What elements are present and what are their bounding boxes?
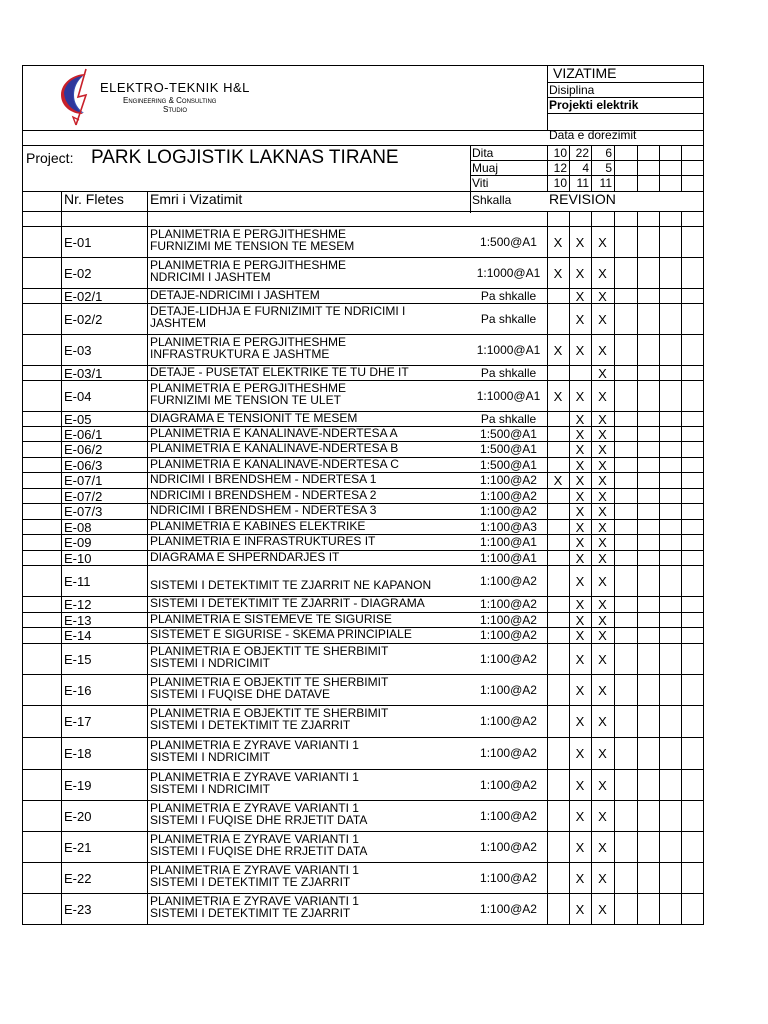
revision-mark: X — [598, 839, 607, 855]
revision-mark: X — [598, 342, 607, 358]
drawing-name: FURNIZIMI ME TENSION TE MESEM — [150, 239, 355, 253]
scale-value: Pa shkalle — [480, 311, 537, 326]
sheet-number: E-01 — [64, 234, 92, 250]
grid-line — [22, 737, 704, 738]
drawing-name: DETAJE-LIDHJA E FURNIZIMIT TE NDRICIMI I — [150, 304, 406, 318]
revision-mark: X — [575, 651, 585, 667]
sheet-number: E-13 — [64, 612, 92, 628]
revision-mark: X — [553, 342, 563, 358]
project-label: Project: — [26, 150, 74, 166]
drawing-name: DETAJE-NDRICIMI I JASHTEM — [150, 288, 320, 302]
revision-mark: X — [575, 504, 585, 519]
grid-line — [547, 113, 704, 114]
drawing-name: SISTEMI I NDRICIMIT — [150, 750, 270, 764]
grid-line — [614, 145, 615, 192]
sheet-number: E-03 — [64, 342, 92, 358]
scale-value: 1:100@A2 — [480, 504, 537, 518]
revision-mark: X — [598, 550, 607, 566]
date-row-label: Muaj — [472, 161, 499, 175]
company-tagline: Engineering & Consulting — [123, 96, 217, 105]
sheet-number: E-17 — [64, 714, 92, 729]
scale-value: 1:100@A1 — [480, 550, 537, 565]
grid-line — [22, 211, 704, 212]
grid-line — [547, 65, 548, 131]
revision-mark: X — [598, 426, 607, 442]
revision-mark: X — [598, 473, 607, 488]
scale-value: 1:100@A2 — [480, 746, 537, 760]
sheet-number: E-02/2 — [64, 311, 103, 327]
sheet-number: E-04 — [64, 388, 92, 404]
grid-line — [659, 211, 660, 925]
revision-mark: X — [598, 519, 607, 535]
drawing-name: SISTEMI I DETEKTIMIT TE ZJARRIT - DIAGRAMA — [150, 596, 425, 610]
revision-mark: X — [553, 388, 563, 404]
scale-value: 1:500@A1 — [480, 234, 537, 249]
drawing-name: PLANIMETRIA E KANALINAVE-NDERTESA B — [150, 441, 399, 455]
revision-mark: X — [575, 519, 585, 535]
disiplina-value: Projekti elektrik — [549, 98, 639, 112]
grid-line — [22, 924, 704, 925]
revision-mark: X — [598, 808, 607, 824]
drawing-name: PLANIMETRIA E PERGJITHESHME — [150, 258, 347, 272]
sheet-number: E-21 — [64, 839, 92, 855]
drawing-name: PLANIMETRIA E PERGJITHESHME — [150, 381, 347, 395]
drawing-name: FURNIZIMI ME TENSION TE ULET — [150, 393, 341, 407]
scale-value: 1:100@A2 — [480, 901, 537, 916]
sheet-number: E-02/1 — [64, 288, 103, 304]
scale-value: 1:100@A2 — [480, 651, 537, 666]
drawing-name: SISTEMI I FUQISE DHE RRJETIT DATA — [150, 813, 368, 827]
revision-mark: X — [553, 473, 563, 488]
scale-value: 1:100@A2 — [480, 628, 537, 642]
scale-value: 1:1000@A1 — [476, 265, 541, 280]
scale-value: 1:100@A1 — [480, 535, 537, 549]
revision-mark: X — [598, 714, 607, 729]
revision-mark: X — [575, 870, 585, 886]
drawing-name: PLANIMETRIA E ZYRAVE VARIANTI 1 — [150, 801, 359, 815]
revision-mark: X — [575, 573, 585, 589]
sheet-number: E-02 — [64, 265, 92, 281]
grid-line — [637, 145, 638, 192]
scale-value: Pa shkalle — [480, 365, 537, 380]
company-studio: Studio — [163, 105, 188, 114]
scale-value: 1:100@A2 — [480, 597, 537, 611]
scale-value: Pa shkalle — [480, 288, 537, 303]
revision-mark: X — [575, 288, 585, 304]
revision-mark: X — [575, 488, 585, 504]
revision-mark: X — [575, 746, 585, 761]
revision-mark: X — [575, 682, 585, 698]
scale-value: Pa shkalle — [480, 411, 537, 426]
date-value: 5 — [605, 161, 612, 175]
revision-mark: X — [575, 234, 585, 250]
sheet-number: E-22 — [64, 870, 92, 886]
drawing-name: SISTEMI I DETEKTIMIT TE ZJARRIT — [150, 906, 351, 920]
drawing-name: PLANIMETRIA E ZYRAVE VARIANTI 1 — [150, 894, 359, 908]
scale-value: 1:100@A2 — [480, 488, 537, 503]
grid-line — [22, 226, 704, 227]
sheet-number: E-07/3 — [64, 504, 103, 519]
drawing-name: DIAGRAMA E SHPERNDARJES IT — [150, 550, 340, 564]
sheet-number: E-23 — [64, 901, 92, 917]
drawing-name: SISTEMI I DETEKTIMIT TE ZJARRIT — [150, 718, 351, 732]
scale-value: 1:100@A2 — [480, 682, 537, 697]
date-value: 22 — [575, 146, 589, 160]
drawing-name: DIAGRAMA E TENSIONIT TE MESEM — [150, 411, 358, 425]
revision-mark: X — [575, 777, 585, 793]
revision-mark: X — [598, 535, 607, 550]
date-value: 4 — [582, 161, 589, 175]
header-revision: REVISION — [549, 191, 616, 207]
revision-mark: X — [598, 388, 607, 404]
grid-line — [22, 831, 704, 832]
drawing-name: SISTEMI I DETEKTIMIT TE ZJARRIT — [150, 875, 351, 889]
scale-value: 1:100@A2 — [480, 612, 537, 627]
grid-line — [681, 211, 682, 925]
scale-value: 1:100@A2 — [480, 808, 537, 823]
revision-mark: X — [598, 746, 607, 761]
drawing-name: JASHTEM — [150, 316, 207, 330]
revision-mark: X — [575, 411, 585, 427]
drawing-name: SISTEMET E SIGURISE - SKEMA PRINCIPIALE — [150, 627, 412, 641]
revision-mark: X — [575, 550, 585, 566]
scale-value: 1:100@A2 — [480, 573, 537, 588]
disiplina-label: Disiplina — [549, 83, 595, 97]
sheet-number: E-16 — [64, 682, 92, 698]
drawing-name: PLANIMETRIA E ZYRAVE VARIANTI 1 — [150, 738, 359, 752]
grid-line — [22, 769, 704, 770]
date-value: 6 — [605, 146, 612, 160]
drawing-name: NDRICIMI I BRENDSHEM - NDERTESA 3 — [150, 503, 377, 517]
sheet-number: E-06/3 — [64, 457, 103, 473]
drawing-name: PLANIMETRIA E PERGJITHESHME — [150, 227, 347, 241]
revision-mark: X — [575, 442, 585, 457]
drawing-name: PLANIMETRIA E KANALINAVE-NDERTESA C — [150, 457, 399, 471]
revision-mark: X — [575, 311, 585, 327]
date-value: 12 — [553, 161, 567, 175]
drawing-name: PLANIMETRIA E OBJEKTIT TE SHERBIMIT — [150, 644, 389, 658]
date-value: 11 — [599, 176, 612, 190]
revision-mark: X — [575, 473, 585, 488]
drawing-name: PLANIMETRIA E ZYRAVE VARIANTI 1 — [150, 832, 359, 846]
scale-value: 1:1000@A1 — [476, 388, 541, 403]
sheet-number: E-08 — [64, 519, 92, 535]
grid-line — [22, 862, 704, 863]
revision-mark: X — [598, 573, 607, 589]
revision-mark: X — [598, 457, 607, 473]
revision-mark: X — [598, 628, 607, 643]
revision-mark: X — [598, 311, 607, 327]
drawing-name: NDRICIMI I JASHTEM — [150, 270, 271, 284]
grid-line — [22, 893, 704, 894]
grid-line — [659, 145, 660, 192]
scale-value: 1:1000@A1 — [476, 342, 541, 357]
revision-mark: X — [575, 535, 585, 550]
grid-line — [681, 145, 682, 192]
grid-line — [147, 191, 148, 925]
sheet-number: E-11 — [64, 573, 91, 589]
sheet-number: E-18 — [64, 746, 92, 761]
drawing-name: PLANIMETRIA E OBJEKTIT TE SHERBIMIT — [150, 706, 389, 720]
revision-mark: X — [575, 808, 585, 824]
revision-mark: X — [598, 901, 607, 917]
grid-line — [22, 65, 23, 925]
revision-mark: X — [575, 839, 585, 855]
revision-mark: X — [575, 426, 585, 442]
drawing-name: SISTEMI I NDRICIMIT — [150, 656, 270, 670]
grid-line — [22, 257, 704, 258]
sheet-number: E-07/2 — [64, 488, 103, 504]
sheet-number: E-12 — [64, 597, 92, 612]
scale-value: 1:100@A2 — [480, 473, 537, 487]
drawing-name: DETAJE - PUSETAT ELEKTRIKE TE TU DHE IT — [150, 365, 409, 379]
grid-line — [614, 211, 615, 925]
grid-line — [61, 191, 62, 925]
drawing-name: PLANIMETRIA E ZYRAVE VARIANTI 1 — [150, 770, 359, 784]
revision-mark: X — [598, 365, 607, 381]
date-row-label: Viti — [472, 176, 489, 190]
grid-line — [22, 145, 704, 146]
revision-mark: X — [598, 870, 607, 886]
scale-value: 1:100@A2 — [480, 777, 537, 792]
revision-mark: X — [598, 411, 607, 427]
drawing-name: NDRICIMI I BRENDSHEM - NDERTESA 2 — [150, 488, 377, 502]
revision-mark: X — [598, 288, 607, 304]
sheet-number: E-10 — [64, 550, 92, 566]
sheet-number: E-09 — [64, 535, 92, 550]
vizatime-title: VIZATIME — [553, 65, 617, 81]
grid-line — [22, 334, 704, 335]
header-nr: Nr. Fletes — [64, 191, 124, 207]
revision-mark: X — [553, 265, 563, 281]
scale-value: 1:100@A3 — [480, 519, 537, 534]
grid-line — [470, 145, 471, 213]
date-label: Data e dorezimit — [549, 128, 637, 142]
sheet-number: E-19 — [64, 777, 92, 793]
lightning-globe-icon — [61, 69, 86, 125]
revision-mark: X — [575, 457, 585, 473]
revision-mark: X — [598, 504, 607, 519]
revision-mark: X — [575, 597, 585, 612]
header-shkalla: Shkalla — [472, 193, 512, 207]
revision-mark: X — [575, 342, 585, 358]
header-emri: Emri i Vizatimit — [150, 191, 243, 207]
revision-mark: X — [575, 714, 585, 729]
date-value: 11 — [576, 176, 589, 190]
sheet-number: E-14 — [64, 628, 92, 643]
scale-value: 1:500@A1 — [480, 457, 537, 472]
drawing-name: NDRICIMI I BRENDSHEM - NDERTESA 1 — [150, 472, 377, 486]
drawing-name: SISTEMI I FUQISE DHE RRJETIT DATA — [150, 844, 368, 858]
revision-mark: X — [575, 901, 585, 917]
grid-line — [547, 211, 548, 925]
sheet-number: E-06/1 — [64, 426, 103, 442]
drawing-name: SISTEMI I NDRICIMIT — [150, 782, 270, 796]
sheet-number: E-15 — [64, 651, 92, 667]
revision-mark: X — [598, 651, 607, 667]
project-name: PARK LOGJISTIK LAKNAS TIRANE — [91, 147, 399, 168]
scale-value: 1:100@A2 — [480, 870, 537, 885]
sheet-number: E-20 — [64, 808, 92, 824]
scale-value: 1:100@A2 — [480, 714, 537, 728]
revision-mark: X — [598, 597, 607, 612]
revision-mark: X — [598, 777, 607, 793]
revision-mark: X — [575, 628, 585, 643]
scale-value: 1:500@A1 — [480, 442, 537, 456]
drawing-name: PLANIMETRIA E ZYRAVE VARIANTI 1 — [150, 863, 359, 877]
revision-mark: X — [598, 682, 607, 698]
scale-value: 1:500@A1 — [480, 426, 537, 441]
revision-mark: X — [575, 388, 585, 404]
revision-mark: X — [598, 612, 607, 628]
grid-line — [637, 211, 638, 925]
revision-mark: X — [575, 612, 585, 628]
drawing-name: PLANIMETRIA E SISTEMEVE TE SIGURISE — [150, 612, 392, 626]
revision-mark: X — [598, 265, 607, 281]
revision-mark: X — [553, 234, 563, 250]
revision-mark: X — [575, 265, 585, 281]
date-row-label: Dita — [472, 146, 494, 160]
revision-mark: X — [598, 442, 607, 457]
revision-mark: X — [598, 234, 607, 250]
drawing-name: PLANIMETRIA E KABINES ELEKTRIKE — [150, 519, 366, 533]
sheet-number: E-06/2 — [64, 442, 103, 457]
sheet-number: E-05 — [64, 411, 92, 427]
company-name: ELEKTRO-TEKNIK H&L — [100, 80, 250, 95]
scale-value: 1:100@A2 — [480, 839, 537, 854]
drawing-name: PLANIMETRIA E INFRASTRUKTURES IT — [150, 534, 376, 548]
date-value: 10 — [553, 146, 567, 160]
revision-mark: X — [598, 488, 607, 504]
drawing-name: PLANIMETRIA E OBJEKTIT TE SHERBIMIT — [150, 675, 389, 689]
drawing-name: PLANIMETRIA E PERGJITHESHME — [150, 335, 347, 349]
date-value: 10 — [553, 176, 567, 190]
drawing-name: SISTEMI I DETEKTIMIT TE ZJARRIT NE KAPANON — [150, 578, 432, 592]
drawing-name: INFRASTRUKTURA E JASHTME — [150, 347, 330, 361]
drawing-name: PLANIMETRIA E KANALINAVE-NDERTESA A — [150, 426, 398, 440]
sheet-number: E-07/1 — [64, 473, 103, 488]
sheet-number: E-03/1 — [64, 365, 103, 381]
grid-line — [703, 65, 704, 925]
grid-line — [22, 800, 704, 801]
drawing-name: SISTEMI I FUQISE DHE DATAVE — [150, 687, 331, 701]
